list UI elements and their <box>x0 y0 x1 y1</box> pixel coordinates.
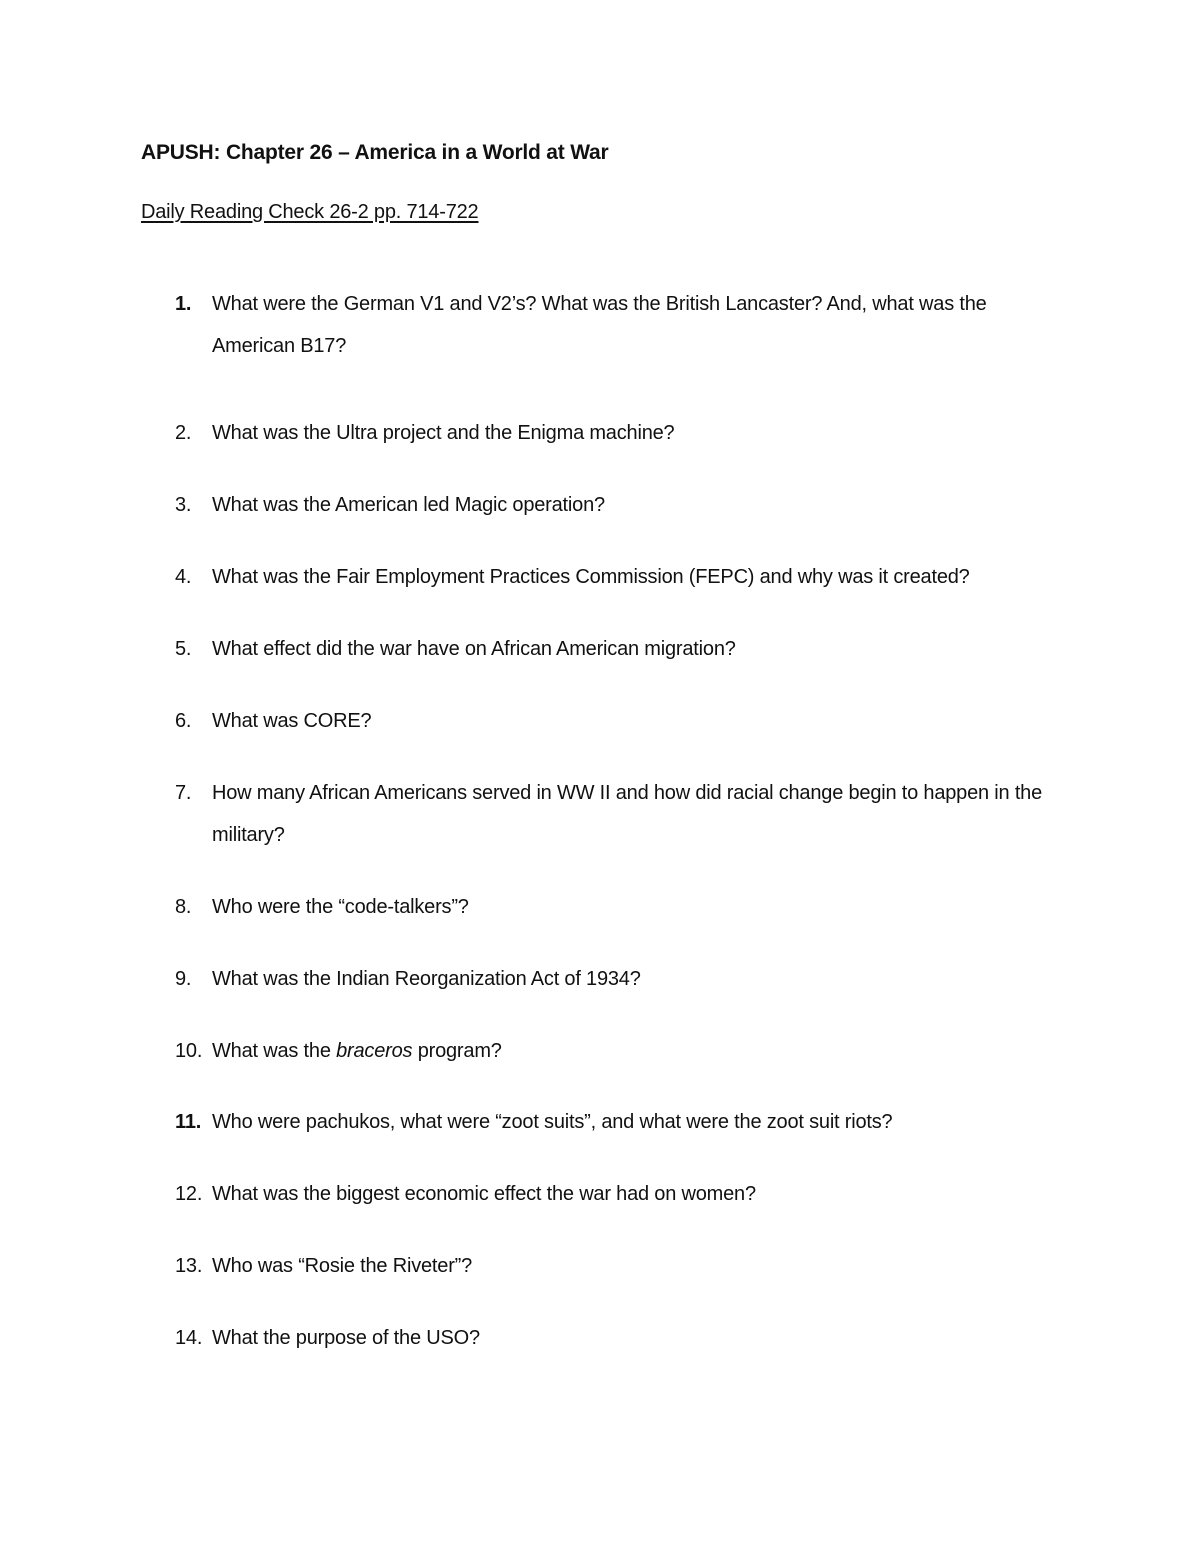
question-number: 10. <box>175 1040 203 1062</box>
question-number: 13. <box>175 1255 203 1277</box>
question-number: 3. <box>175 494 192 516</box>
question-item <box>141 1030 1041 1072</box>
question-number: 12. <box>175 1183 203 1205</box>
question-item <box>141 628 1041 670</box>
question-number: 9. <box>175 968 192 990</box>
question-number: 14. <box>175 1327 203 1349</box>
question-number: 2. <box>175 422 192 444</box>
question-number: 5. <box>175 638 192 660</box>
question-text: What effect did the war have on African American migration? <box>212 638 736 660</box>
question-number: 11. <box>175 1111 202 1133</box>
document-title: APUSH: Chapter 26 – America in a World at War <box>141 141 609 164</box>
question-item <box>141 958 1041 1000</box>
question-number: 1. <box>175 293 192 315</box>
question-text: Who was “Rosie the Riveter”? <box>212 1255 473 1277</box>
question-text: How many African Americans served in WW II and how did racial change begin to happen in the military? <box>212 782 1043 846</box>
question-number: 8. <box>175 896 192 918</box>
question-item <box>141 700 1041 742</box>
question-text: What was the biggest economic effect the war had on women? <box>212 1183 756 1205</box>
question-text: What was the American led Magic operation? <box>212 494 605 516</box>
question-item <box>141 1317 1041 1359</box>
question-item <box>141 1245 1041 1287</box>
question-number: 4. <box>175 566 192 588</box>
question-text: What was the Indian Reorganization Act of 1934? <box>212 968 641 990</box>
question-text <box>212 1030 1047 1072</box>
question-number: 7. <box>175 782 192 804</box>
question-text-italic: braceros <box>336 1040 413 1062</box>
question-text: What was CORE? <box>212 710 372 732</box>
question-text-after: program? <box>412 1040 502 1062</box>
question-item <box>141 772 1041 856</box>
question-number: 6. <box>175 710 192 732</box>
question-text: What was the Fair Employment Practices Commission (FEPC) and why was it created? <box>212 566 970 588</box>
question-text: Who were pachukos, what were “zoot suits”, and what were the zoot suit riots? <box>212 1111 893 1133</box>
question-item <box>141 1173 1041 1215</box>
question-item <box>141 412 1041 454</box>
question-text: Who were the “code-talkers”? <box>212 896 469 918</box>
question-item <box>141 1101 1041 1143</box>
question-item <box>141 556 1041 598</box>
question-item <box>141 484 1041 526</box>
question-text: What was the Ultra project and the Enigma machine? <box>212 422 675 444</box>
question-text-before: What was the <box>212 1040 337 1062</box>
question-text: What were the German V1 and V2’s? What was the British Lancaster? And, what was the American B17? <box>212 293 987 357</box>
question-text: What the purpose of the USO? <box>212 1327 480 1349</box>
document-subtitle: Daily Reading Check 26-2 pp. 714-722 <box>141 201 479 223</box>
question-item <box>141 283 1041 367</box>
question-item <box>141 886 1041 928</box>
